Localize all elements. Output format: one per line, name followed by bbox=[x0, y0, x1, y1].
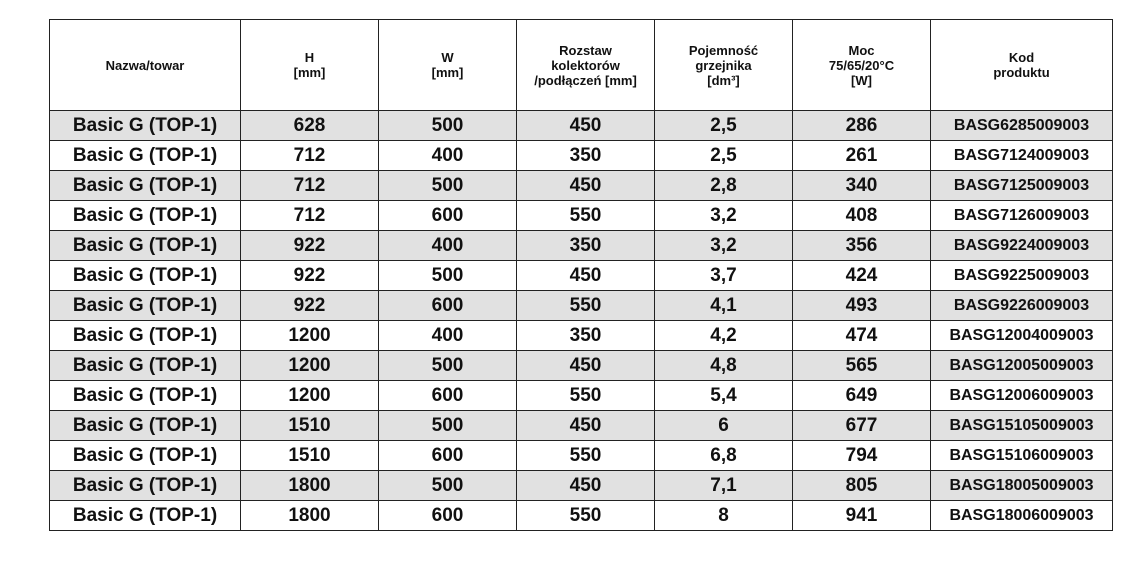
table-row bbox=[50, 381, 1113, 411]
cell-width: 500 bbox=[379, 411, 517, 441]
cell-capacity: 4,2 bbox=[655, 321, 793, 351]
cell-height: 628 bbox=[241, 111, 379, 141]
table-header bbox=[50, 20, 1113, 111]
cell-capacity: 2,8 bbox=[655, 171, 793, 201]
cell-code: BASG9226009003 bbox=[931, 291, 1113, 321]
cell-code: BASG18006009003 bbox=[931, 501, 1113, 531]
cell-height: 1510 bbox=[241, 441, 379, 471]
cell-capacity: 3,2 bbox=[655, 201, 793, 231]
table-row bbox=[50, 111, 1113, 141]
cell-width: 600 bbox=[379, 291, 517, 321]
cell-capacity: 4,1 bbox=[655, 291, 793, 321]
table-row bbox=[50, 291, 1113, 321]
header-spacing-line: kolektorów bbox=[551, 57, 620, 73]
cell-spacing: 550 bbox=[517, 501, 655, 531]
cell-width: 400 bbox=[379, 231, 517, 261]
header-name-line: Nazwa/towar bbox=[105, 57, 185, 73]
cell-spacing: 350 bbox=[517, 231, 655, 261]
cell-height: 712 bbox=[241, 141, 379, 171]
cell-name: Basic G (TOP-1) bbox=[50, 411, 241, 441]
header-width bbox=[379, 20, 517, 111]
table-row bbox=[50, 441, 1113, 471]
cell-name: Basic G (TOP-1) bbox=[50, 141, 241, 171]
table-row bbox=[50, 411, 1113, 441]
cell-height: 1800 bbox=[241, 471, 379, 501]
cell-code: BASG7126009003 bbox=[931, 201, 1113, 231]
cell-height: 922 bbox=[241, 291, 379, 321]
header-width-line: W bbox=[441, 50, 454, 65]
cell-spacing: 350 bbox=[517, 141, 655, 171]
cell-width: 500 bbox=[379, 471, 517, 501]
cell-capacity: 7,1 bbox=[655, 471, 793, 501]
table-row bbox=[50, 501, 1113, 531]
cell-name: Basic G (TOP-1) bbox=[50, 291, 241, 321]
cell-height: 1200 bbox=[241, 321, 379, 351]
cell-width: 500 bbox=[379, 351, 517, 381]
cell-power: 794 bbox=[793, 441, 931, 471]
table-row bbox=[50, 201, 1113, 231]
cell-spacing: 550 bbox=[517, 201, 655, 231]
header-width-line: [mm] bbox=[431, 65, 464, 80]
cell-name: Basic G (TOP-1) bbox=[50, 471, 241, 501]
table-row bbox=[50, 141, 1113, 171]
cell-width: 500 bbox=[379, 261, 517, 291]
cell-height: 1510 bbox=[241, 411, 379, 441]
cell-code: BASG6285009003 bbox=[931, 111, 1113, 141]
cell-power: 649 bbox=[793, 381, 931, 411]
header-capacity-line: grzejnika bbox=[695, 57, 752, 73]
header-capacity bbox=[655, 20, 793, 111]
cell-capacity: 3,7 bbox=[655, 261, 793, 291]
cell-spacing: 450 bbox=[517, 261, 655, 291]
cell-name: Basic G (TOP-1) bbox=[50, 501, 241, 531]
cell-capacity: 6 bbox=[655, 411, 793, 441]
table-body bbox=[50, 111, 1113, 531]
cell-name: Basic G (TOP-1) bbox=[50, 171, 241, 201]
cell-power: 677 bbox=[793, 411, 931, 441]
header-height bbox=[241, 20, 379, 111]
table-row bbox=[50, 171, 1113, 201]
cell-width: 400 bbox=[379, 141, 517, 171]
cell-code: BASG15106009003 bbox=[931, 441, 1113, 471]
cell-name: Basic G (TOP-1) bbox=[50, 321, 241, 351]
cell-spacing: 450 bbox=[517, 171, 655, 201]
cell-power: 424 bbox=[793, 261, 931, 291]
cell-name: Basic G (TOP-1) bbox=[50, 351, 241, 381]
table-row bbox=[50, 231, 1113, 261]
cell-spacing: 450 bbox=[517, 471, 655, 501]
cell-width: 600 bbox=[379, 381, 517, 411]
cell-width: 400 bbox=[379, 321, 517, 351]
header-capacity-line: [dm³] bbox=[707, 72, 740, 88]
cell-name: Basic G (TOP-1) bbox=[50, 111, 241, 141]
cell-spacing: 450 bbox=[517, 411, 655, 441]
product-spec-table bbox=[49, 19, 1113, 531]
cell-capacity: 5,4 bbox=[655, 381, 793, 411]
header-spacing bbox=[517, 20, 655, 111]
cell-code: BASG15105009003 bbox=[931, 411, 1113, 441]
cell-code: BASG12005009003 bbox=[931, 351, 1113, 381]
cell-spacing: 550 bbox=[517, 441, 655, 471]
cell-code: BASG9224009003 bbox=[931, 231, 1113, 261]
cell-power: 565 bbox=[793, 351, 931, 381]
cell-code: BASG9225009003 bbox=[931, 261, 1113, 291]
header-row bbox=[50, 20, 1113, 111]
header-capacity-line: Pojemność bbox=[688, 42, 759, 58]
header-power-line: [W] bbox=[851, 72, 872, 88]
header-code bbox=[931, 20, 1113, 111]
cell-spacing: 550 bbox=[517, 291, 655, 321]
cell-capacity: 8 bbox=[655, 501, 793, 531]
table-row bbox=[50, 321, 1113, 351]
cell-capacity: 2,5 bbox=[655, 141, 793, 171]
cell-code: BASG7124009003 bbox=[931, 141, 1113, 171]
header-power-line: Moc bbox=[848, 42, 875, 58]
cell-spacing: 550 bbox=[517, 381, 655, 411]
cell-name: Basic G (TOP-1) bbox=[50, 231, 241, 261]
cell-height: 922 bbox=[241, 231, 379, 261]
table-row bbox=[50, 261, 1113, 291]
cell-power: 941 bbox=[793, 501, 931, 531]
table-row bbox=[50, 351, 1113, 381]
cell-power: 408 bbox=[793, 201, 931, 231]
cell-height: 712 bbox=[241, 201, 379, 231]
cell-width: 600 bbox=[379, 201, 517, 231]
cell-spacing: 350 bbox=[517, 321, 655, 351]
cell-height: 1200 bbox=[241, 351, 379, 381]
cell-height: 922 bbox=[241, 261, 379, 291]
cell-code: BASG12004009003 bbox=[931, 321, 1113, 351]
header-height-line: H bbox=[304, 50, 315, 65]
header-spacing-line: /podłączeń [mm] bbox=[534, 72, 637, 88]
header-spacing-line: Rozstaw bbox=[559, 42, 612, 58]
cell-height: 1200 bbox=[241, 381, 379, 411]
header-power-line: 75/65/20°C bbox=[828, 57, 895, 73]
cell-power: 474 bbox=[793, 321, 931, 351]
cell-code: BASG12006009003 bbox=[931, 381, 1113, 411]
cell-power: 261 bbox=[793, 141, 931, 171]
cell-spacing: 450 bbox=[517, 351, 655, 381]
cell-capacity: 6,8 bbox=[655, 441, 793, 471]
cell-power: 340 bbox=[793, 171, 931, 201]
header-power bbox=[793, 20, 931, 111]
cell-power: 286 bbox=[793, 111, 931, 141]
cell-power: 805 bbox=[793, 471, 931, 501]
table-row bbox=[50, 471, 1113, 501]
header-height-line: [mm] bbox=[293, 65, 326, 80]
cell-width: 600 bbox=[379, 441, 517, 471]
header-name bbox=[50, 20, 241, 111]
cell-code: BASG7125009003 bbox=[931, 171, 1113, 201]
cell-power: 493 bbox=[793, 291, 931, 321]
cell-name: Basic G (TOP-1) bbox=[50, 261, 241, 291]
header-code-line: produktu bbox=[993, 65, 1050, 80]
cell-capacity: 2,5 bbox=[655, 111, 793, 141]
cell-capacity: 3,2 bbox=[655, 231, 793, 261]
cell-width: 500 bbox=[379, 111, 517, 141]
cell-code: BASG18005009003 bbox=[931, 471, 1113, 501]
cell-power: 356 bbox=[793, 231, 931, 261]
cell-height: 712 bbox=[241, 171, 379, 201]
header-code-line: Kod bbox=[1008, 50, 1035, 65]
cell-name: Basic G (TOP-1) bbox=[50, 381, 241, 411]
cell-width: 600 bbox=[379, 501, 517, 531]
cell-height: 1800 bbox=[241, 501, 379, 531]
cell-width: 500 bbox=[379, 171, 517, 201]
cell-name: Basic G (TOP-1) bbox=[50, 201, 241, 231]
cell-spacing: 450 bbox=[517, 111, 655, 141]
cell-capacity: 4,8 bbox=[655, 351, 793, 381]
cell-name: Basic G (TOP-1) bbox=[50, 441, 241, 471]
